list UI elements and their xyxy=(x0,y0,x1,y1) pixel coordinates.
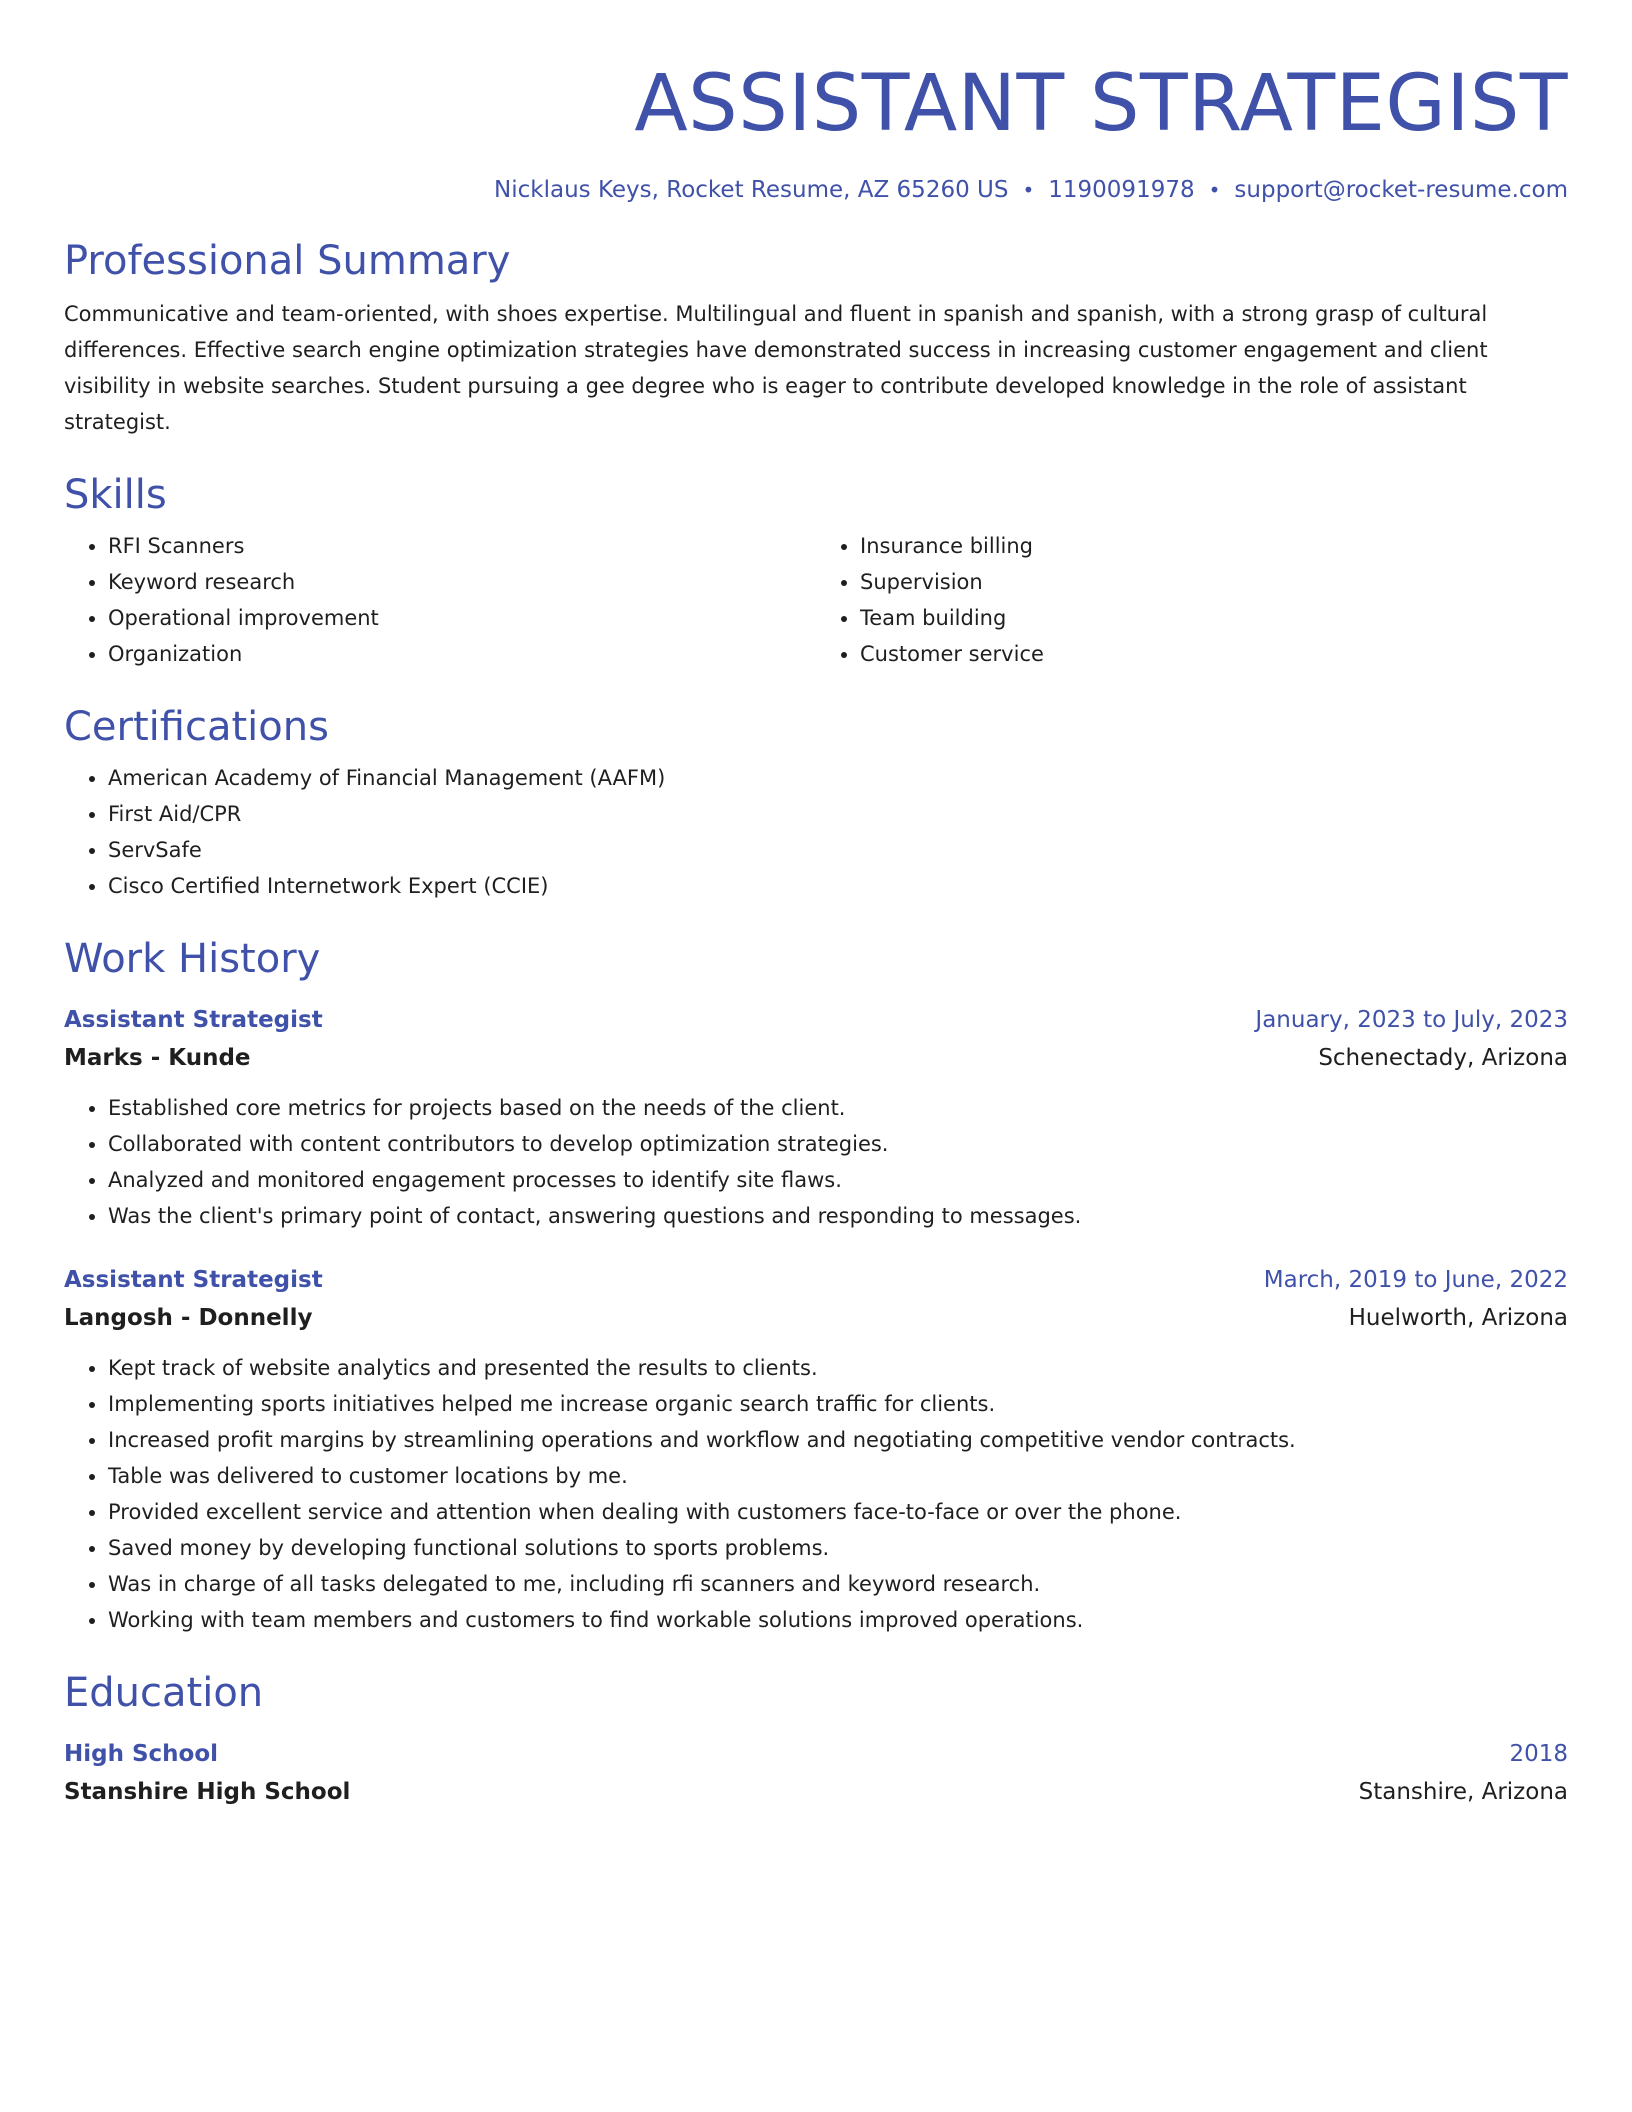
job-header-row xyxy=(64,1002,1568,1038)
skill-item: • Keyword research xyxy=(108,564,816,600)
job-entry xyxy=(64,1002,1568,1234)
job-dates: January, 2023 to July, 2023 xyxy=(1255,1007,1568,1033)
job-dates: March, 2019 to June, 2022 xyxy=(1263,1267,1568,1293)
job-title: Assistant Strategist xyxy=(64,1267,323,1293)
summary-heading: Professional Summary xyxy=(64,238,511,284)
job-bullet: • Was in charge of all tasks delegated to me, including rfi scanners and keyword research. xyxy=(108,1566,1568,1602)
job-bullet: • Established core metrics for projects based on the needs of the client. xyxy=(108,1090,1568,1126)
job-bullet: • Was the client's primary point of contact, answering questions and responding to messages. xyxy=(108,1198,1568,1234)
skill-item: • Supervision xyxy=(860,564,1568,600)
contact-phone: 1190091978 xyxy=(1048,177,1195,203)
job-org-row xyxy=(64,1298,1568,1338)
education-school: Stanshire High School xyxy=(64,1779,351,1805)
contact-email: support@rocket-resume.com xyxy=(1234,177,1568,203)
job-bullets xyxy=(64,1090,1568,1234)
certification-item: • First Aid/CPR xyxy=(108,796,1568,832)
education-header-row xyxy=(64,1736,1568,1772)
job-bullet: • Analyzed and monitored engagement processes to identify site flaws. xyxy=(108,1162,1568,1198)
summary-text: Communicative and team-oriented, with shoes expertise. Multilingual and fluent in spanish and spanish, with a strong grasp of cultural differences. Effective search engine optimization strategies have demonstrated success in increasing customer engagement and client visibility in website searches. Student pursuing a gee degree who is eager to contribute developed knowledge in the role of assistant strategist. xyxy=(64,302,1488,434)
job-bullet: • Table was delivered to customer locations by me. xyxy=(108,1458,1568,1494)
job-header-row xyxy=(64,1262,1568,1298)
education-entry xyxy=(64,1736,1568,1812)
resume-title: ASSISTANT STRATEGIST xyxy=(634,59,1568,149)
certification-item: • American Academy of Financial Management (AAFM) xyxy=(108,760,1568,796)
contact-separator: • xyxy=(1022,178,1035,202)
summary-section xyxy=(64,236,1568,440)
education-year: 2018 xyxy=(1509,1741,1568,1767)
certifications-heading: Certifications xyxy=(64,704,329,750)
skills-grid xyxy=(64,520,1568,672)
skill-item: • RFI Scanners xyxy=(108,528,816,564)
education-school-row xyxy=(64,1772,1568,1812)
skills-section xyxy=(64,470,1568,672)
work-history-heading: Work History xyxy=(64,936,321,982)
job-bullet: • Collaborated with content contributors to develop optimization strategies. xyxy=(108,1126,1568,1162)
certifications-list xyxy=(64,760,1568,904)
skills-list-right xyxy=(816,528,1568,672)
skill-item: • Team building xyxy=(860,600,1568,636)
education-location: Stanshire, Arizona xyxy=(1358,1779,1568,1805)
job-bullet: • Provided excellent service and attention when dealing with customers face-to-face or over the phone. xyxy=(108,1494,1568,1530)
certification-item: • Cisco Certified Internetwork Expert (CCIE) xyxy=(108,868,1568,904)
education-degree: High School xyxy=(64,1741,219,1767)
job-location: Schenectady, Arizona xyxy=(1318,1045,1568,1071)
job-bullet: • Saved money by developing functional solutions to sports problems. xyxy=(108,1530,1568,1566)
job-bullet: • Increased profit margins by streamlining operations and workflow and negotiating competitive vendor contracts. xyxy=(108,1422,1568,1458)
job-bullet: • Kept track of website analytics and presented the results to clients. xyxy=(108,1350,1568,1386)
job-company: Marks - Kunde xyxy=(64,1045,251,1071)
skill-item: • Operational improvement xyxy=(108,600,816,636)
skill-item: • Insurance billing xyxy=(860,528,1568,564)
resume-page xyxy=(64,56,1568,1812)
skill-item: • Organization xyxy=(108,636,816,672)
skill-item: • Customer service xyxy=(860,636,1568,672)
certification-item: • ServSafe xyxy=(108,832,1568,868)
education-heading: Education xyxy=(64,1670,264,1716)
education-section xyxy=(64,1668,1568,1812)
job-title: Assistant Strategist xyxy=(64,1007,323,1033)
skills-heading: Skills xyxy=(64,472,167,518)
contact-line xyxy=(64,174,1568,206)
job-entry xyxy=(64,1262,1568,1638)
job-org-row xyxy=(64,1038,1568,1078)
job-bullets xyxy=(64,1350,1568,1638)
contact-address: Nicklaus Keys, Rocket Resume, AZ 65260 US xyxy=(494,177,1009,203)
skills-list-left xyxy=(64,528,816,672)
job-bullet: • Implementing sports initiatives helped me increase organic search traffic for clients. xyxy=(108,1386,1568,1422)
job-company: Langosh - Donnelly xyxy=(64,1305,313,1331)
job-bullet: • Working with team members and customers to find workable solutions improved operations. xyxy=(108,1602,1568,1638)
contact-separator: • xyxy=(1208,178,1221,202)
job-location: Huelworth, Arizona xyxy=(1348,1305,1568,1331)
work-history-section xyxy=(64,934,1568,1638)
certifications-section xyxy=(64,702,1568,904)
